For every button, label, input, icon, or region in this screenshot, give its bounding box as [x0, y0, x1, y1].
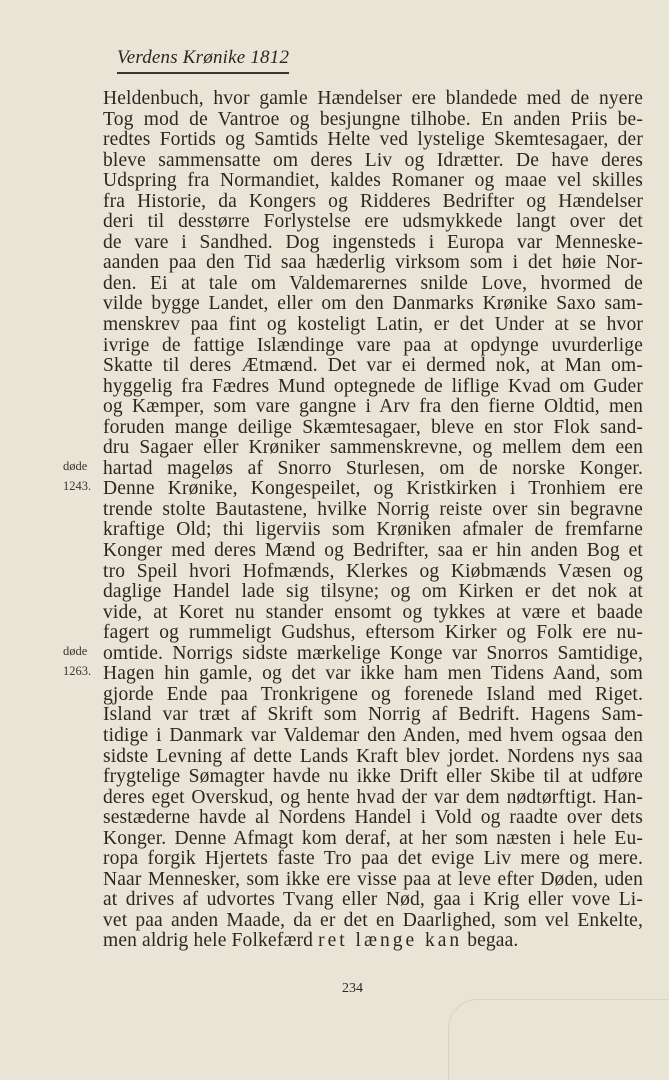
margin-note-death-label: døde — [63, 644, 88, 658]
text-line: den. Ei at tale om Valdemarernes snilde Love, hvormed de — [103, 272, 643, 294]
text-line-last — [103, 931, 643, 952]
text-line: fagert og rummeligt Gudshus, eftersom Kirker og Folk ere nu- — [103, 622, 643, 644]
text-line: vet paa anden Maade, da er det en Daarlighed, som vel Enkelte, — [103, 909, 643, 931]
text-line: fra Historie, da Kongers og Ridderes Bedrifter og Hændelser — [103, 190, 643, 212]
text-line: Udspring fra Normandiet, kaldes Romaner og maae vel skilles — [103, 170, 643, 192]
text-line: Heldenbuch, hvor gamle Hændelser ere blandede med de nyere — [103, 88, 643, 109]
text-line: menskrev paa fint og kosteligt Latin, er det Under at se hvor — [103, 314, 643, 336]
text-line: ivrige de fattige Islændinge vare paa at opdynge uvurderlige — [103, 334, 643, 356]
text-fragment: men aldrig hele Folkefærd — [103, 930, 319, 952]
running-head: Verdens Krønike 1812 — [117, 47, 289, 74]
page-number: 234 — [342, 981, 363, 996]
text-line: tidige i Danmark var Valdemar den Anden, med hvem ogsaa den — [103, 724, 643, 746]
text-line: omtide. Norrigs sidste mærkelige Konge var Snorros Samtidige, — [103, 642, 643, 664]
text-line: de vare i Sandhed. Dog ingensteds i Europa var Menneske- — [103, 231, 643, 253]
text-line: at drives af udvortes Tvang eller Nød, gaa i Krig eller vove Li- — [103, 889, 643, 911]
text-line: hyggelig fra Fædres Mund optegnede de liflige Kvad om Guder — [103, 375, 643, 397]
margin-note-year: 1263. — [63, 664, 92, 678]
text-line: bleve sammensatte om deres Liv og Idrætter. De have deres — [103, 149, 643, 171]
text-line: Naar Mennesker, som ikke ere visse paa at leve efter Døden, uden — [103, 868, 643, 890]
text-line: gjorde Ende paa Tronkrigene og forenede Island med Riget. — [103, 683, 643, 705]
body-text — [103, 89, 643, 952]
text-line: Konger. Denne Afmagt kom deraf, at her som næsten i hele Eu- — [103, 827, 643, 849]
text-line: vide, at Koret nu stander ensomt og tykkes at være et baade — [103, 601, 643, 623]
text-line: ropa forgik Hjertets faste Tro paa det evige Liv mere og mere. — [103, 848, 643, 870]
text-fragment: begaa. — [462, 930, 519, 952]
page-edge — [448, 999, 669, 1080]
text-line: frygtelige Sømagter havde nu ikke Drift eller Skibe til at udføre — [103, 766, 643, 788]
text-line: deri til desstørre Forlystelse ere udsmykkede langt over det — [103, 211, 643, 233]
text-line: dru Sagaer eller Krøniker sammenskrevne, og mellem dem een — [103, 437, 643, 459]
text-line: tro Speil hvori Hofmænds, Klerkes og Kiøbmænds Væsen og — [103, 560, 643, 582]
text-line: sestæderne havde al Nordens Handel i Vold og raadte over dets — [103, 807, 643, 829]
text-line: trende stolte Bautastene, hvilke Norrig reiste over sin begravne — [103, 498, 643, 520]
text-line: Denne Krønike, Kongespeilet, og Kristkirken i Tronhiem ere — [103, 478, 643, 500]
text-line: kraftige Old; thi ligerviis som Krøniken afmaler de fremfarne — [103, 519, 643, 541]
text-line: Konger med deres Mænd og Bedrifter, saa er hin anden Bog et — [103, 540, 643, 562]
text-line: Tog mod de Vantroe og besjungne tilhobe. En anden Priis be- — [103, 108, 643, 130]
text-line: redtes Fortids og Samtids Helte ved lystelige Skemtesagaer, der — [103, 129, 643, 151]
text-line: daglige Handel lade sig tilsyne; og om Kirken er det nok at — [103, 581, 643, 603]
text-line: deres eget Overskud, og hente hvad der var dem nødtørftigt. Han- — [103, 786, 643, 808]
text-line: foruden mange deilige Skæmtesagaer, bleve en stor Flok sand- — [103, 416, 643, 438]
text-line: hartad mageløs af Snorro Sturlesen, om de norske Konger. — [103, 457, 643, 479]
text-line: Skatte til deres Ætmænd. Det var ei dermed nok, at Man om- — [103, 355, 643, 377]
text-line: og Kæmper, som vare gangne i Arv fra den fierne Oldtid, men — [103, 396, 643, 418]
text-line: Hagen hin gamle, og det var ikke ham men Tidens Aand, som — [103, 663, 643, 685]
emphasized-text: ret længe kan — [318, 930, 463, 952]
text-line: vilde bygge Landet, eller om den Danmarks Krønike Saxo sam- — [103, 293, 643, 315]
text-line: Island var træt af Skrift som Norrig af Bedrift. Hagens Sam- — [103, 704, 643, 726]
margin-note-year: 1243. — [63, 479, 92, 493]
text-line: aanden paa den Tid saa hæderlig virksom som i det høie Nor- — [103, 252, 643, 274]
margin-note-death-label: døde — [63, 459, 88, 473]
text-line: sidste Levning af dette Lands Kraft blev jordet. Nordens nys saa — [103, 745, 643, 767]
